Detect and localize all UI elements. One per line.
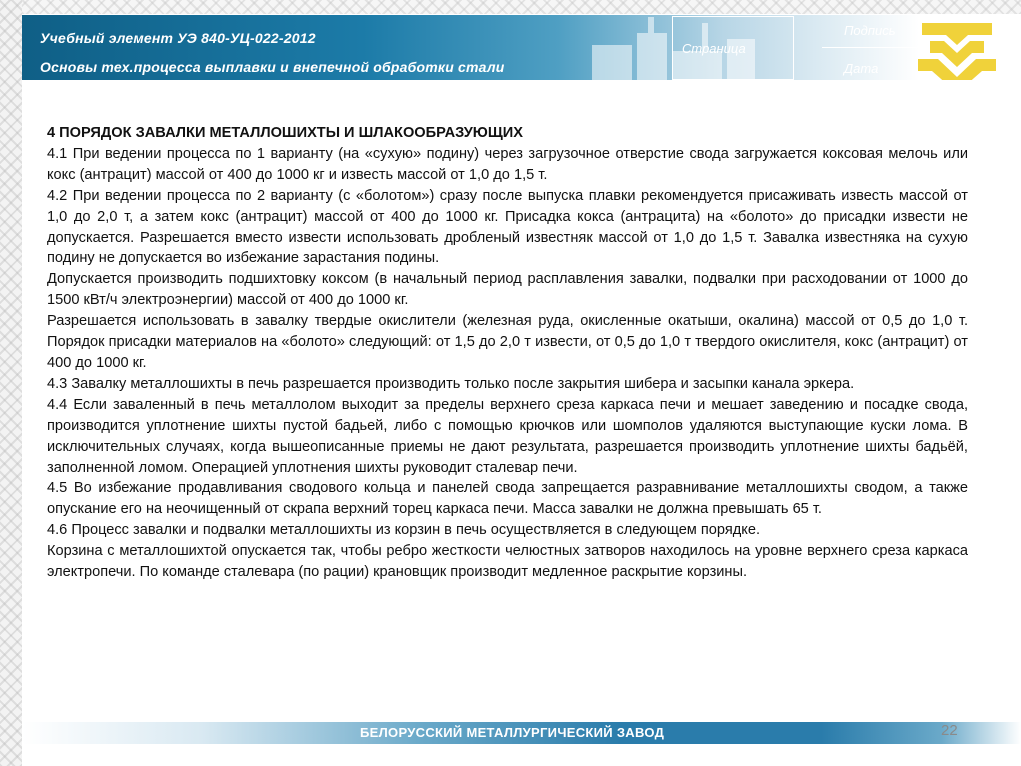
page-label: Страница (682, 41, 746, 56)
slide-header (22, 15, 997, 80)
paragraph-4-3: 4.3 Завалку металлошихты в печь разрешается производить только после закрытия шибера и засыпки канала эркера. (47, 375, 855, 392)
document-subject: Основы тех.процесса выплавки и внепечной обработки стали (40, 59, 505, 75)
paragraph-basket: Корзина с металлошихтой опускается так, чтобы ребро жесткости челюстных затворов находилось на уровне верхнего среза каркаса электропечи. По команде сталевара (по рации) крановщик производит медленное раскрытие корзины. (47, 543, 968, 581)
paragraph-coke: Допускается производить подшихтовку коксом (в начальный период расплавления завалки, подвалки при расходовании от 1000 до 1500 кВт/ч электроэнергии) массой от 400 до 1000 кг. (47, 271, 968, 309)
date-label: Дата (844, 61, 879, 76)
top-ornament (22, 0, 1021, 14)
paragraph-4-6: 4.6 Процесс завалки и подвалки металлошихты из корзин в печь осуществляется в следующем порядке. (47, 522, 761, 539)
paragraph-4-4: 4.4 Если заваленный в печь металлолом выходит за пределы верхнего среза каркаса печи и мешает заведению и посадке свода, производится уплотнение шихты пустой бадьей, либо с помощью крючков или шомполов удаляются выступающие куски лома. В исключительных случаях, когда вышеописанные приемы не дают результата, разрешается производить уплотнение шихты бадьёй, заполненной ломом. Операцией уплотнения шихты руководит сталевар печи. (47, 396, 968, 476)
document-body (47, 123, 968, 583)
document-code: Учебный элемент УЭ 840-УЦ-022-2012 (40, 30, 316, 46)
section-heading: 4 ПОРЯДОК ЗАВАЛКИ МЕТАЛЛОШИХТЫ И ШЛАКООБРАЗУЮЩИХ (47, 125, 523, 141)
paragraph-4-5: 4.5 Во избежание продавливания сводового кольца и панелей свода запрещается разравнивание металлошихты сводом, а также опускание его на неочищенный от скрапа верхний торец каркаса печи. Масса завалки не должна превышать 65 т. (47, 480, 968, 518)
signature-label: Подпись (844, 23, 896, 38)
paragraph-oxidizers: Разрешается использовать в завалку твердые окислители (железная руда, окисленные окатыши, окалина) массой от 0,5 до 1,0 т. Порядок присадки материалов на «болото» следующий: от 1,5 до 2,0 т извести, от 0,5 до 1,0 т твердого окислителя, кокс (антрацит) от 400 до 1000 кг. (47, 313, 968, 371)
bmz-logo-icon (912, 19, 997, 80)
paragraph-4-2: 4.2 При ведении процесса по 2 варианту (с «болотом») сразу после выпуска плавки рекомендуется присаживать известь массой от 1,0 до 2,0 т, а затем кокс (антрацит) массой от 400 до 1000 кг. Присадка кокса (антрацита) на «болото» до присадки извести не допускается. Разрешается вместо извести использовать дробленый известняк массой от 1,0 до 1,5 т. Завалка известняка на сухую подину не допускается во избежание зарастания подины. (47, 187, 968, 267)
side-ornament (0, 0, 22, 766)
paragraph-4-1: 4.1 При ведении процесса по 1 варианту (на «сухую» подину) через загрузочное отверстие свода загружается коксовая мелочь или кокс (антрацит) массой от 400 до 1000 кг и известь массой от 1,0 до 1,5 т. (47, 145, 968, 183)
page-number: 22 (941, 722, 958, 739)
company-name: БЕЛОРУССКИЙ МЕТАЛЛУРГИЧЕСКИЙ ЗАВОД (360, 725, 665, 740)
